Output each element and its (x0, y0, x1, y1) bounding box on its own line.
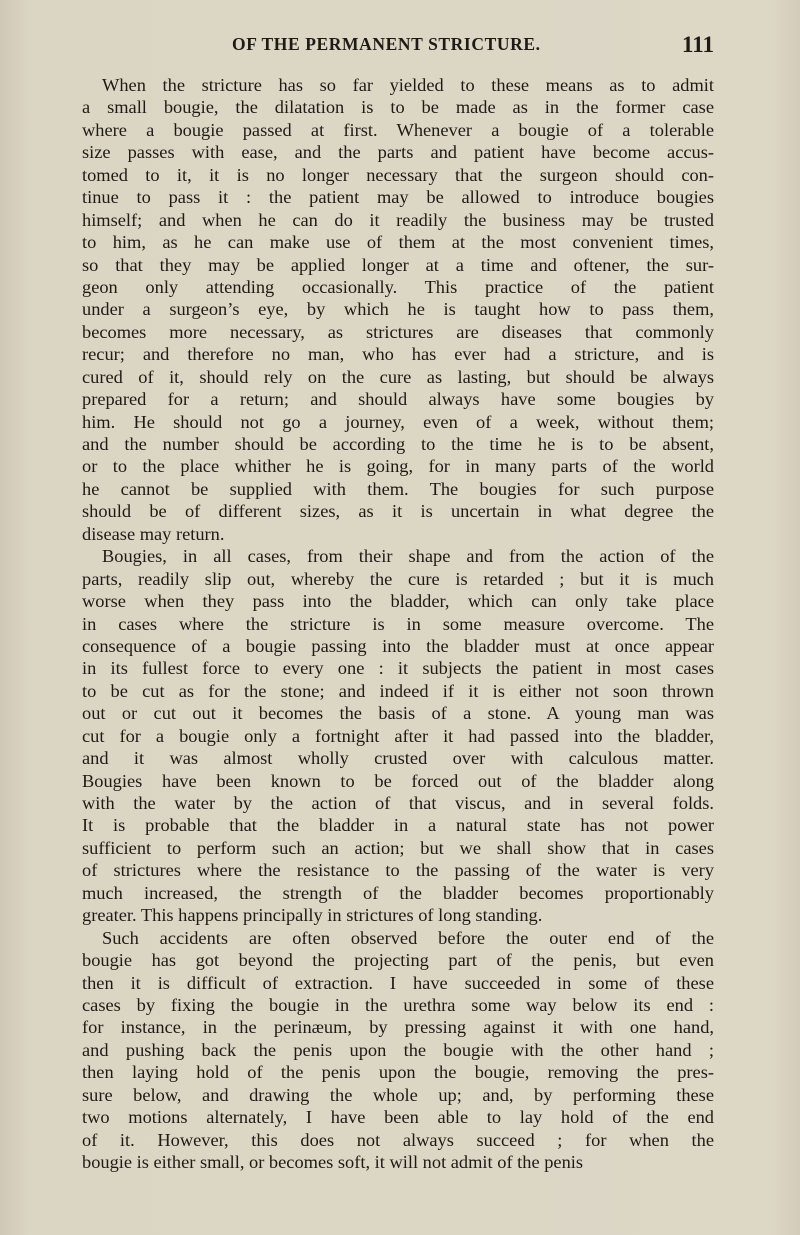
text-line: of it. However, this does not always succeed ; for when the (82, 1129, 714, 1150)
text-line: himself; and when he can do it readily the business may be trusted (82, 209, 714, 230)
text-line: two motions alternately, I have been able to lay hold of the end (82, 1107, 714, 1128)
text-line: Such accidents are often observed before the outer end of the (102, 927, 714, 948)
text-line: where a bougie passed at first. Whenever a bougie of a tolerable (82, 119, 714, 140)
text-line: out or cut out it becomes the basis of a stone. A young man was (82, 703, 714, 724)
text-line: sure below, and drawing the whole up; and, by performing these (82, 1084, 714, 1105)
text-line: for instance, in the perinæum, by pressing against it with one hand, (82, 1017, 714, 1038)
text-line: prepared for a return; and should always have some bougies by (82, 389, 714, 410)
page-number: 111 (682, 32, 714, 57)
text-line: a small bougie, the dilatation is to be made as in the former case (82, 97, 714, 118)
text-line: bougie has got beyond the projecting part of the penis, but even (82, 950, 714, 971)
paragraph (82, 927, 714, 1174)
text-line: so that they may be applied longer at a time and oftener, the sur- (82, 254, 714, 275)
text-line: and pushing back the penis upon the bougie with the other hand ; (82, 1039, 714, 1060)
running-head (82, 34, 714, 64)
text-line: becomes more necessary, as strictures are diseases that commonly (82, 321, 714, 342)
text-line: size passes with ease, and the parts and patient have become accus- (82, 142, 714, 163)
text-line: should be of different sizes, as it is uncertain in what degree the (82, 501, 714, 522)
text-line: he cannot be supplied with them. The bougies for such purpose (82, 478, 714, 499)
text-line: When the stricture has so far yielded to these means as to admit (102, 75, 714, 95)
text-line: geon only attending occasionally. This practice of the patient (82, 276, 714, 297)
text-line: to him, as he can make use of them at the most convenient times, (82, 232, 714, 253)
text-line: or to the place whither he is going, for in many parts of the world (82, 456, 714, 477)
body-text (82, 74, 714, 1173)
text-line: recur; and therefore no man, who has ever had a stricture, and is (82, 344, 714, 365)
text-line: consequence of a bougie passing into the bladder must at once appear (82, 635, 714, 656)
text-line: in cases where the stricture is in some measure overcome. The (82, 613, 714, 634)
text-line: then laying hold of the penis upon the bougie, removing the pres- (82, 1062, 714, 1083)
text-line: under a surgeon’s eye, by which he is taught how to pass them, (82, 299, 714, 320)
paragraph (82, 74, 714, 545)
text-line: to be cut as for the stone; and indeed if it is either not soon thrown (82, 680, 714, 701)
text-line: It is probable that the bladder in a natural state has not power (82, 815, 714, 836)
text-line: tinue to pass it : the patient may be allowed to introduce bougies (82, 187, 714, 208)
running-title: OF THE PERMANENT STRICTURE. (232, 34, 541, 54)
text-line: Bougies have been known to be forced out of the bladder along (82, 770, 714, 791)
text-line: cases by fixing the bougie in the urethra some way below its end : (82, 994, 714, 1015)
text-line: and it was almost wholly crusted over with calculous matter. (82, 748, 714, 769)
text-line: cut for a bougie only a fortnight after it had passed into the bladder, (82, 725, 714, 746)
text-line: tomed to it, it is no longer necessary that the surgeon should con- (82, 164, 714, 185)
paragraph (82, 545, 714, 926)
text-line: in its fullest force to every one : it subjects the patient in most cases (82, 658, 714, 679)
text-line: cured of it, should rely on the cure as lasting, but should be always (82, 366, 714, 387)
text-line: then it is difficult of extraction. I have succeeded in some of these (82, 972, 714, 993)
text-line: bougie is either small, or becomes soft, it will not admit of the penis (82, 1152, 584, 1172)
text-line: Bougies, in all cases, from their shape and from the action of the (102, 546, 714, 567)
text-line: him. He should not go a journey, even of a week, without them; (82, 411, 714, 432)
text-line: greater. This happens principally in strictures of long standing. (82, 905, 543, 926)
text-line: parts, readily slip out, whereby the cure is retarded ; but it is much (82, 568, 714, 589)
text-line: sufficient to perform such an action; but we shall show that in cases (82, 837, 714, 858)
text-line: disease may return. (82, 523, 225, 544)
text-line: much increased, the strength of the bladder becomes proportionably (82, 882, 714, 903)
text-line: worse when they pass into the bladder, which can only take place (82, 591, 714, 612)
text-line: with the water by the action of that viscus, and in several folds. (82, 793, 714, 813)
text-line: of strictures where the resistance to the passing of the water is very (82, 860, 714, 881)
text-line: and the number should be according to the time he is to be absent, (82, 434, 714, 454)
